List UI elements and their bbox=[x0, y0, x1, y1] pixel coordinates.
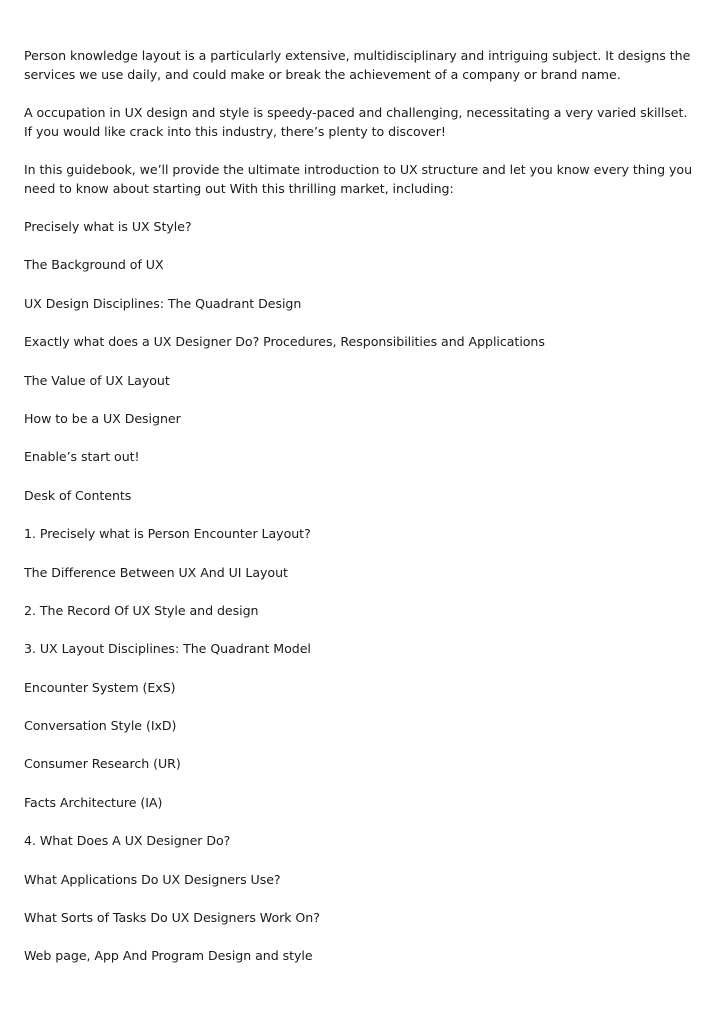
toc-item: The Difference Between UX And UI Layout bbox=[24, 564, 288, 580]
text-line: How to be a UX Designer bbox=[24, 410, 181, 426]
toc-item: 3. UX Layout Disciplines: The Quadrant Model bbox=[24, 641, 311, 657]
text-line: Enable’s start out! bbox=[24, 449, 140, 465]
toc-item: 1. Precisely what is Person Encounter Layout? bbox=[24, 526, 311, 542]
intro-paragraph: Person knowledge layout is a particularly extensive, multidisciplinary and intriguing subject. It designs the services we use daily, and could make or break the achievement of a company or brand name. bbox=[24, 48, 691, 82]
toc-item: 2. The Record Of UX Style and design bbox=[24, 602, 259, 618]
toc-item: Consumer Research (UR) bbox=[24, 756, 181, 772]
text-line: Exactly what does a UX Designer Do? Procedures, Responsibilities and Applications bbox=[24, 334, 545, 350]
text-line: UX Design Disciplines: The Quadrant Design bbox=[24, 295, 302, 311]
text-line: The Background of UX bbox=[24, 257, 164, 273]
toc-item: Encounter System (ExS) bbox=[24, 679, 176, 695]
toc-item: Facts Architecture (IA) bbox=[24, 794, 163, 810]
text-line: Precisely what is UX Style? bbox=[24, 219, 192, 234]
toc-item: Conversation Style (IxD) bbox=[24, 718, 177, 734]
text-line: The Value of UX Layout bbox=[24, 372, 170, 388]
toc-item: What Applications Do UX Designers Use? bbox=[24, 871, 281, 887]
guide-paragraph: In this guidebook, we’ll provide the ultimate introduction to UX structure and let you know every thing you need to know about starting out With this thrilling market, including: bbox=[24, 162, 692, 196]
toc-item: What Sorts of Tasks Do UX Designers Work On? bbox=[24, 910, 320, 926]
career-paragraph: A occupation in UX design and style is speedy-paced and challenging, necessitating a very varied skillset. If you would like crack into this industry, there’s plenty to discover! bbox=[24, 105, 688, 139]
toc-item: 4. What Does A UX Designer Do? bbox=[24, 833, 231, 849]
toc-item: Web page, App And Program Design and style bbox=[24, 948, 313, 964]
table-of-contents-heading: Desk of Contents bbox=[24, 487, 132, 503]
